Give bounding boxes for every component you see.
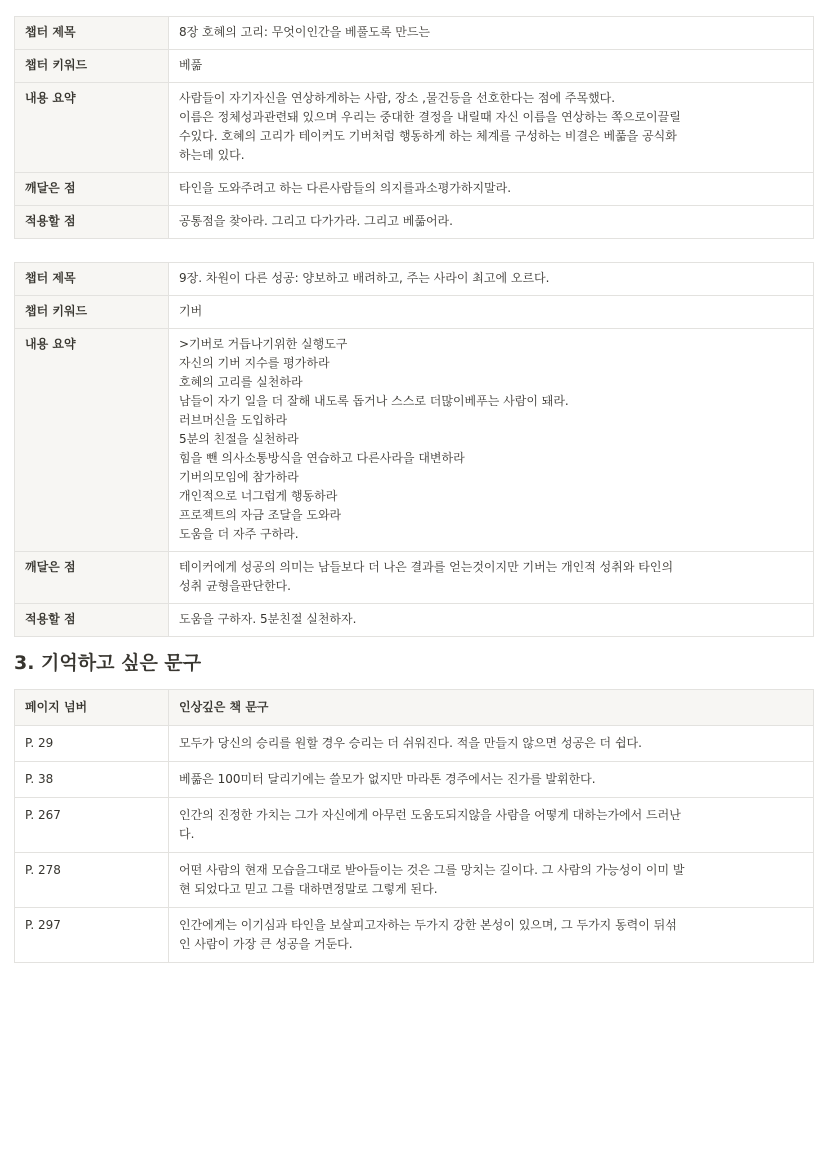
quote-line: 모두가 당신의 승리를 원할 경우 승리는 더 쉬워진다. 적을 만들지 않으면 성공은 더 쉽다. <box>179 736 642 750</box>
quote-line: 다. <box>179 827 195 841</box>
chapter-title: 8장 호혜의 고리: 무엇이인간을 베풀도록 만드는 <box>169 17 814 50</box>
page-number: P. 278 <box>15 853 169 908</box>
summary-line: 자신의 기버 지수를 평가하라 <box>179 356 330 370</box>
quote-line: 인 사람이 가장 큰 성공을 거둔다. <box>179 937 353 951</box>
insight-label: 깨달은 점 <box>15 173 169 206</box>
column-header-quote: 인상깊은 책 문구 <box>169 690 814 726</box>
apply-label: 적용할 점 <box>15 604 169 637</box>
table-row <box>15 50 814 83</box>
summary-label: 내용 요약 <box>15 329 169 552</box>
table-row <box>15 173 814 206</box>
quotes-table <box>14 689 814 963</box>
summary-line: 하는데 있다. <box>179 148 245 162</box>
summary-line: 힘을 뺀 의사소통방식을 연습하고 다른사라을 대변하라 <box>179 451 465 465</box>
table-row <box>15 604 814 637</box>
chapter-title-label: 챕터 제목 <box>15 17 169 50</box>
chapter-title-label: 챕터 제목 <box>15 263 169 296</box>
insight-label: 깨달은 점 <box>15 552 169 604</box>
insight-text <box>169 552 814 604</box>
page-number: P. 297 <box>15 908 169 963</box>
insight-line: 테이커에게 성공의 의미는 남들보다 더 나은 결과를 얻는것이지만 기버는 개인적 성취와 타인의 <box>179 560 674 574</box>
chapter-keyword-label: 챕터 키워드 <box>15 296 169 329</box>
summary-line: 기버의모임에 참가하라 <box>179 470 299 484</box>
spacer <box>14 239 814 262</box>
quote-text <box>169 853 814 908</box>
summary-line: 5분의 친절을 실천하라 <box>179 432 299 446</box>
quote-line: 인간의 진정한 가치는 그가 자신에게 아무런 도움도되지않을 사람을 어떻게 대하는가에서 드러난 <box>179 808 681 822</box>
summary-line: 남들이 자기 일을 더 잘해 내도록 돕거나 스스로 더많이베푸는 사람이 돼라. <box>179 394 569 408</box>
apply-text: 공통점을 찾아라. 그리고 다가가라. 그리고 베풂어라. <box>169 206 814 239</box>
table-row <box>15 296 814 329</box>
quote-text <box>169 798 814 853</box>
chapter-title: 9장. 차원이 다른 성공: 양보하고 배려하고, 주는 사라이 최고에 오르다. <box>169 263 814 296</box>
summary-line: 수있다. 호혜의 고리가 테이커도 기버처럼 행동하게 하는 체계를 구성하는 비결은 베풂을 공식화 <box>179 129 677 143</box>
chapter-9-table <box>14 262 814 637</box>
summary-text <box>169 83 814 173</box>
apply-text: 도움을 구하자. 5분친절 실천하자. <box>169 604 814 637</box>
column-header-page: 페이지 넘버 <box>15 690 169 726</box>
summary-line: 사람들이 자기자신을 연상하게하는 사람, 장소 ,물건등을 선호한다는 점에 주목했다. <box>179 91 616 105</box>
page-number: P. 267 <box>15 798 169 853</box>
chapter-8-table <box>14 16 814 239</box>
quote-line: 현 되었다고 믿고 그를 대하면정말로 그렇게 된다. <box>179 882 438 896</box>
chapter-keyword: 기버 <box>169 296 814 329</box>
summary-line: 개인적으로 너그럽게 행동하라 <box>179 489 338 503</box>
quote-text <box>169 908 814 963</box>
quote-line: 베풂은 100미터 달리기에는 쓸모가 없지만 마라톤 경주에서는 진가를 발휘한다. <box>179 772 596 786</box>
quote-text <box>169 726 814 762</box>
summary-line: >기버로 거듭나기위한 실행도구 <box>179 337 348 351</box>
chapter-keyword: 베풂 <box>169 50 814 83</box>
table-row <box>15 329 814 552</box>
apply-label: 적용할 점 <box>15 206 169 239</box>
summary-text <box>169 329 814 552</box>
quote-text <box>169 762 814 798</box>
page-number: P. 38 <box>15 762 169 798</box>
table-row <box>15 908 814 963</box>
summary-line: 러브머신을 도입하라 <box>179 413 288 427</box>
quote-line: 어떤 사람의 현재 모습을그대로 받아들이는 것은 그를 망치는 길이다. 그 사람의 가능성이 이미 발 <box>179 863 685 877</box>
insight-text: 타인을 도와주려고 하는 다른사람들의 의지를과소평가하지말라. <box>169 173 814 206</box>
table-row <box>15 726 814 762</box>
section-heading: 3. 기억하고 싶은 문구 <box>14 652 202 674</box>
chapter-keyword-label: 챕터 키워드 <box>15 50 169 83</box>
table-row <box>15 762 814 798</box>
quote-line: 인간에게는 이기심과 타인을 보살피고자하는 두가지 강한 본성이 있으며, 그 두가지 동력이 뒤섞 <box>179 918 677 932</box>
page-content <box>14 16 814 963</box>
table-row <box>15 17 814 50</box>
table-header-row <box>15 690 814 726</box>
table-row <box>15 552 814 604</box>
summary-line: 호혜의 고리를 실천하라 <box>179 375 303 389</box>
page-number: P. 29 <box>15 726 169 762</box>
table-row <box>15 798 814 853</box>
summary-line: 이름은 정체성과관련돼 있으며 우리는 중대한 결정을 내릴때 자신 이름을 연상하는 쪽으로이끌릴 <box>179 110 681 124</box>
table-row <box>15 853 814 908</box>
insight-line: 성취 균형을판단한다. <box>179 579 291 593</box>
table-row <box>15 206 814 239</box>
summary-line: 도움을 더 자주 구하라. <box>179 527 299 541</box>
table-row <box>15 83 814 173</box>
summary-label: 내용 요약 <box>15 83 169 173</box>
summary-line: 프로젝트의 자금 조달을 도와라 <box>179 508 342 522</box>
table-row <box>15 263 814 296</box>
